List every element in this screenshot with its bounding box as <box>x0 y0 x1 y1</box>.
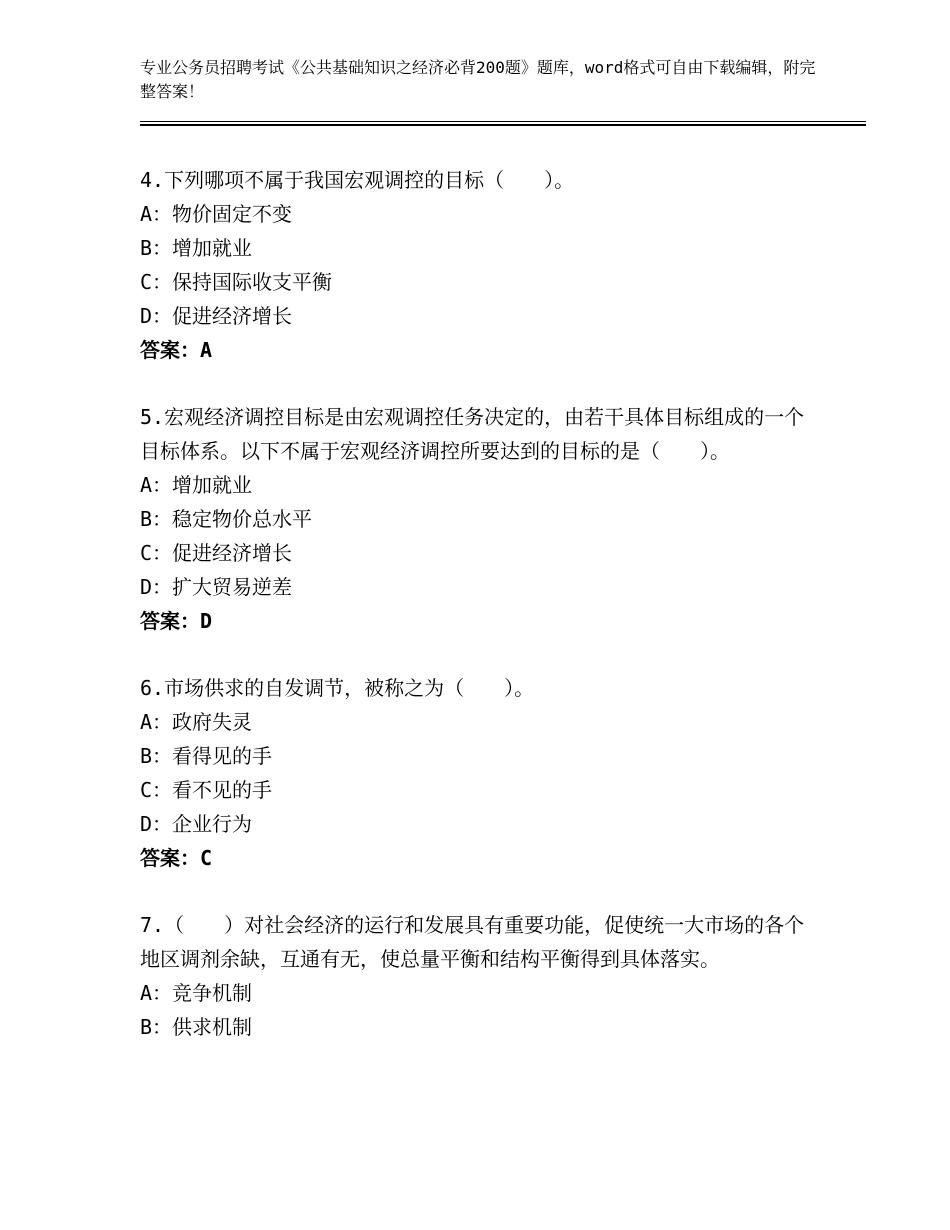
option-b: B：稳定物价总水平 <box>140 507 313 531</box>
header-divider-thick <box>140 124 866 126</box>
option-b: B：供求机制 <box>140 1015 253 1039</box>
question-5 <box>140 400 820 638</box>
question-text: 4.下列哪项不属于我国宏观调控的目标（ ）。 <box>140 168 575 192</box>
answer-label: 答案：D <box>140 609 213 633</box>
option-d: D：促进经济增长 <box>140 304 293 328</box>
option-d: D：扩大贸易逆差 <box>140 575 293 599</box>
document-header <box>140 56 820 104</box>
option-a: A：物价固定不变 <box>140 202 293 226</box>
question-6 <box>140 671 820 875</box>
question-text: 6.市场供求的自发调节，被称之为（ ）。 <box>140 676 535 700</box>
option-d: D：企业行为 <box>140 812 253 836</box>
option-a: A：增加就业 <box>140 473 253 497</box>
option-c: C：看不见的手 <box>140 778 273 802</box>
question-4 <box>140 163 820 367</box>
question-7 <box>140 908 820 1044</box>
header-divider-thin <box>140 121 866 122</box>
question-text: 7.（ ）对社会经济的运行和发展具有重要功能，促使统一大市场的各个地区调剂余缺，互通有无，使总量平衡和结构平衡得到具体落实。 <box>140 913 805 971</box>
question-text: 5.宏观经济调控目标是由宏观调控任务决定的，由若干具体目标组成的一个目标体系。以下不属于宏观经济调控所要达到的目标的是（ ）。 <box>140 405 805 463</box>
answer-label: 答案：A <box>140 338 213 362</box>
option-a: A：政府失灵 <box>140 710 253 734</box>
option-b: B：看得见的手 <box>140 744 273 768</box>
header-text: 专业公务员招聘考试《公共基础知识之经济必背200题》题库，word格式可自由下载编辑，附完整答案！ <box>140 58 816 101</box>
option-c: C：保持国际收支平衡 <box>140 270 333 294</box>
option-c: C：促进经济增长 <box>140 541 293 565</box>
question-list <box>140 163 820 1077</box>
answer-label: 答案：C <box>140 846 213 870</box>
option-b: B：增加就业 <box>140 236 253 260</box>
option-a: A：竞争机制 <box>140 981 253 1005</box>
